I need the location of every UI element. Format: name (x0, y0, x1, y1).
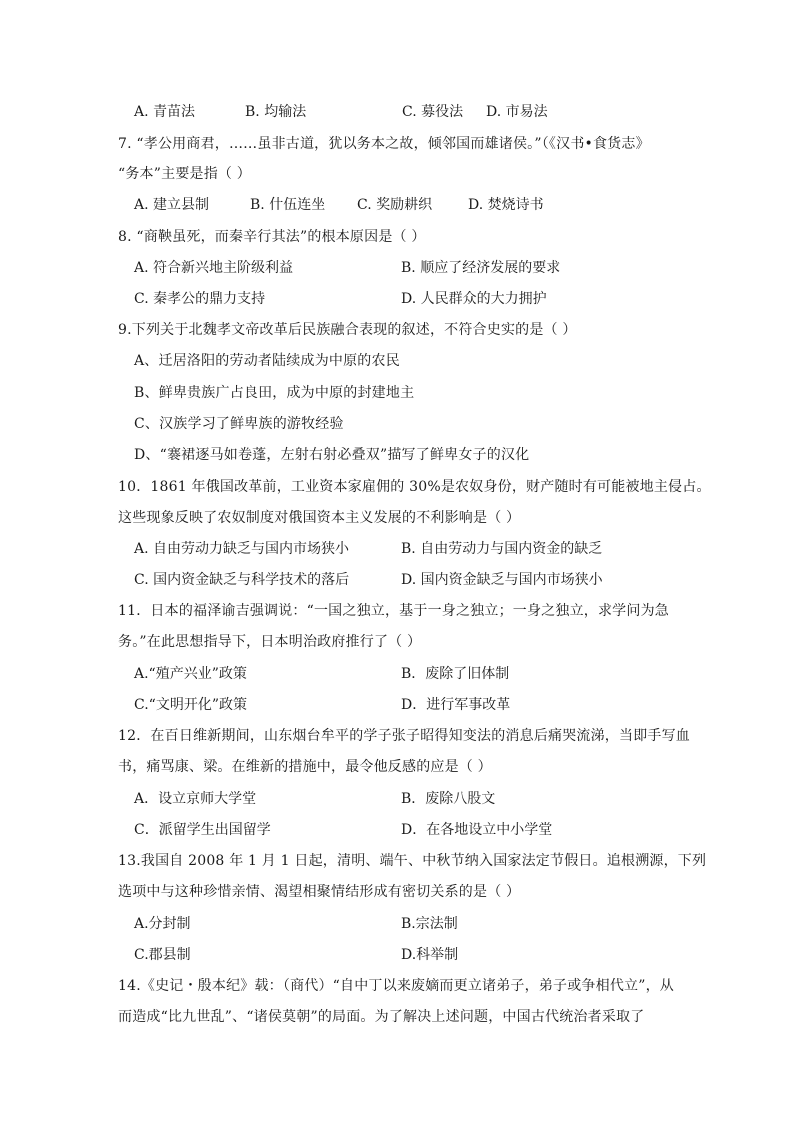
q12-option-a: A．设立京师大学堂 (134, 791, 257, 807)
q10-option-c: C. 国内资金缺乏与科学技术的落后 (134, 572, 350, 588)
q9-option-b: B、鲜卑贵族广占良田，成为中原的封建地主 (134, 385, 415, 401)
q11-option-d: D．进行军事改革 (401, 697, 511, 713)
q13-option-a: A.分封制 (134, 916, 191, 932)
q10-option-a: A. 自由劳动力缺乏与国内市场狭小 (134, 541, 350, 557)
q12-stem-line2: 书，痛骂康、梁。在维新的措施中，最令他反感的应是（ ） (118, 759, 492, 775)
q11-option-b: B．废除了旧体制 (401, 666, 510, 682)
q13-option-d: D.科举制 (401, 947, 459, 963)
q11-stem-line2: 务。”在此思想指导下，日本明治政府推行了（ ） (118, 634, 422, 650)
q7-option-d: D. 焚烧诗书 (468, 197, 544, 213)
q8-option-b: B. 顺应了经济发展的要求 (401, 260, 561, 276)
q8-option-c: C. 秦孝公的鼎力支持 (134, 291, 266, 307)
q8-option-a: A. 符合新兴地主阶级利益 (134, 260, 294, 276)
q10-stem-line1: 10．1861 年俄国改革前，工业资本家雇佣的 30%是农奴身份，财产随时有可能被地主侵占。 (118, 479, 711, 495)
q14-stem-line1: 14.《史记・殷本纪》载：（商代）“自中丁以来废嫡而更立诸弟子，弟子或争相代立”，从 (118, 978, 674, 994)
q12-option-b: B．废除八股文 (401, 791, 496, 807)
q11-option-a: A.“殖产兴业”政策 (134, 666, 247, 682)
q10-option-b: B. 自由劳动力与国内资金的缺乏 (401, 541, 603, 557)
q13-stem-line1: 13.我国自 2008 年 1 月 1 日起，清明、端午、中秋节纳入国家法定节假日。追根溯源，下列 (118, 853, 707, 869)
q11-option-c: C.“文明开化”政策 (134, 697, 247, 713)
q11-stem-line1: 11．日本的福泽谕吉强调说：“一国之独立，基于一身之独立；一身之独立，求学问为急 (118, 603, 669, 619)
q7-option-c: C. 奖励耕织 (357, 197, 433, 213)
q9-option-c: C、汉族学习了鲜卑族的游牧经验 (134, 416, 344, 432)
q8-stem: 8. “商鞅虽死，而秦辛行其法”的根本原因是（ ） (118, 229, 426, 245)
q7-stem-line1: 7. “孝公用商君，……虽非古道，犹以务本之故，倾邻国而雄诸侯。”（《汉书•食货志》 (118, 136, 650, 152)
q7-option-b: B. 什伍连坐 (250, 197, 326, 213)
q12-option-d: D．在各地设立中小学堂 (401, 822, 553, 838)
q7-stem-line2: “务本”主要是指（ ） (118, 166, 251, 182)
q9-stem: 9.下列关于北魏孝文帝改革后民族融合表现的叙述，不符合史实的是（ ） (118, 322, 577, 338)
q6-option-a: A. 青苗法 (134, 104, 196, 120)
q8-option-d: D. 人民群众的大力拥护 (401, 291, 547, 307)
q10-option-d: D. 国内资金缺乏与国内市场狭小 (401, 572, 603, 588)
q13-option-c: C.郡县制 (134, 947, 191, 963)
q12-stem-line1: 12．在百日维新期间，山东烟台牟平的学子张子昭得知变法的消息后痛哭流涕，当即手写血 (118, 728, 691, 744)
q14-stem-line2: 而造成“比九世乱”、“诸侯莫朝”的局面。为了解决上述问题，中国古代统治者采取了 (118, 1009, 645, 1025)
q7-option-a: A. 建立县制 (134, 197, 210, 213)
q10-stem-line2: 这些现象反映了农奴制度对俄国资本主义发展的不利影响是（ ） (118, 510, 521, 526)
q13-stem-line2: 选项中与这种珍惜亲情、渴望相聚情结形成有密切关系的是（ ） (118, 884, 521, 900)
q6-option-c: C. 募役法 (402, 104, 464, 120)
q9-option-d: D、“褰裙逐马如卷蓬，左射右射必叠双”描写了鲜卑女子的汉化 (134, 447, 530, 463)
q6-option-b: B. 均输法 (245, 104, 307, 120)
q13-option-b: B.宗法制 (401, 916, 458, 932)
q12-option-c: C．派留学生出国留学 (134, 822, 271, 838)
q9-option-a: A、迁居洛阳的劳动者陆续成为中原的农民 (134, 353, 400, 369)
q6-option-d: D. 市易法 (486, 104, 548, 120)
